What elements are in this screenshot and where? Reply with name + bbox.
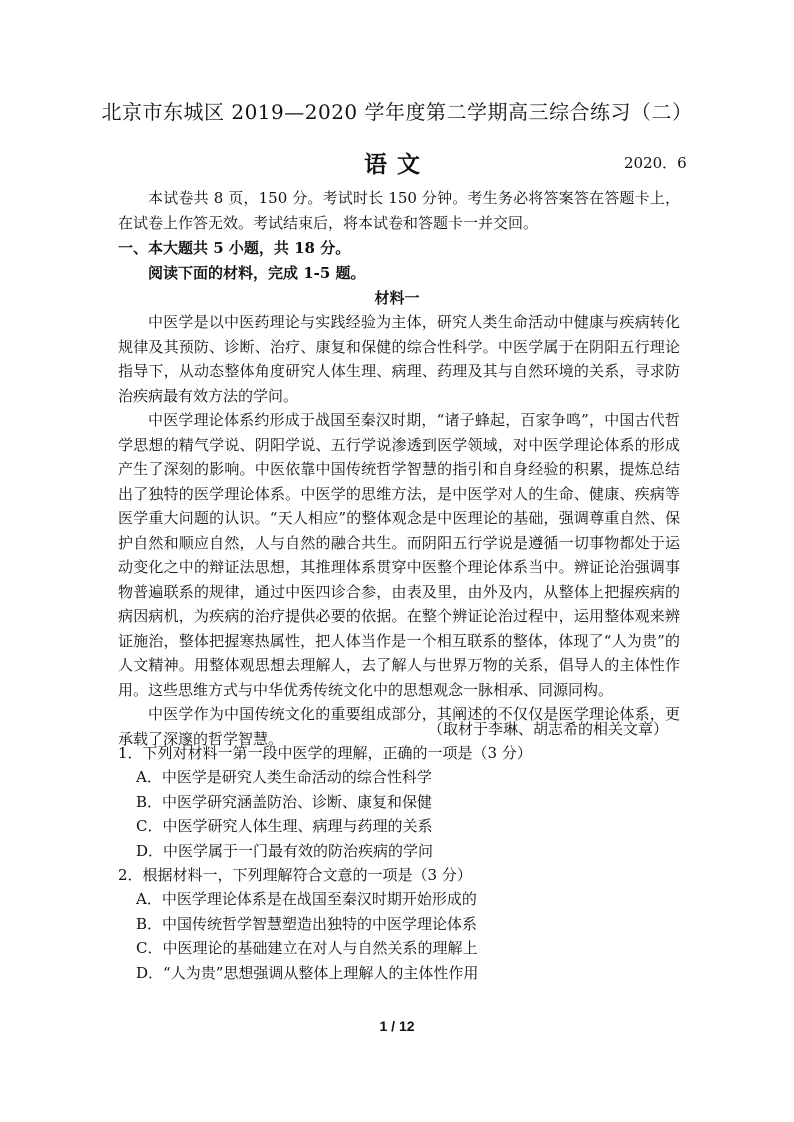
question-option: B．中医学研究涵盖防治、诊断、康复和保健 xyxy=(136,792,433,811)
question-option: B．中国传统哲学智慧塑造出独特的中医学理论体系 xyxy=(136,914,478,933)
question-option: A．中医学理论体系是在战国至秦汉时期开始形成的 xyxy=(136,890,477,909)
question-stem: 1．下列对材料一第一段中医学的理解，正确的一项是（3 分） xyxy=(118,744,532,762)
reading-instruction: 阅读下面的材料，完成 1-5 题。 xyxy=(148,264,366,282)
question-option: C．中医学研究人体生理、病理与药理的关系 xyxy=(136,817,433,836)
subject-title: 语文 xyxy=(364,151,430,178)
exam-instructions xyxy=(118,186,680,235)
question-option: C．中医理论的基础建立在对人与自然关系的理解上 xyxy=(136,939,478,958)
material-paragraph: 中医学理论体系约形成于战国至秦汉时期，“诸子蜂起，百家争鸣”，中国古代哲学思想的精气学说、阴阳学说、五行学说渗透到医学领域，对中医学理论体系的形成产生了深刻的影响。中医依靠中国传统哲学智慧的指引和自身经验的积累，提炼总结出了独特的医学理论体系。中医学的思维方法，是中医学对人的生命、健康、疾病等医学重大问题的认识。“天人相应”的整体观念是中医理论的基础，强调尊重自然、保护自然和顺应自然，人与自然的融合共生。而阴阳五行学说是遵循一切事物都处于运动变化之中的辩证法思想，其推理体系贯穿中医整个理论体系当中。辨证论治强调事物普遍联系的规律，通过中医四诊合参，由表及里，由外及内，从整体上把握疾病的病因病机，为疾病的治疗提供必要的依据。在整个辨证论治过程中，运用整体观来辨证施治，整体把握寒热属性，把人体当作是一个相互联系的整体，体现了“人为贵”的人文精神。用整体观思想去理解人，去了解人与世界万物的关系，倡导人的主体性作用。这些思维方式与中华优秀传统文化中的思想观念一脉相承、同源同构。 xyxy=(118,411,680,699)
section-heading: 一、本大题共 5 小题，共 18 分。 xyxy=(118,239,351,257)
material-title: 材料一 xyxy=(374,289,420,307)
material-paragraph: 中医学是以中医药理论与实践经验为主体，研究人类生命活动中健康与疾病转化规律及其预防、诊断、治疗、康复和保健的综合性科学。中医学属于在阴阳五行理论指导下，从动态整体角度研究人体生理、病理、药理及其与自然环境的关系，寻求防治疾病最有效方法的学问。 xyxy=(118,313,680,405)
material-source: （取材于李琳、胡志希的相关文章） xyxy=(427,720,668,738)
exam-date: 2020．6 xyxy=(624,154,687,172)
question-stem: 2．根据材料一，下列理解符合文意的一项是（3 分） xyxy=(118,866,472,885)
material-paragraph: 中医学作为中国传统文化的重要组成部分，其阐述的不仅仅是医学理论体系，更承载了深邃的哲学智慧。 xyxy=(118,705,680,748)
question-option: A．中医学是研究人类生命活动的综合性科学 xyxy=(136,768,432,787)
page-number: 1 / 12 xyxy=(379,1018,415,1034)
instructions-text: 本试卷共 8 页，150 分。考试时长 150 分钟。考生务必将答案答在答题卡上，在试卷上作答无效。考试结束后，将本试卷和答题卡一并交回。 xyxy=(118,189,680,232)
exam-title: 北京市东城区 2019—2020 学年度第二学期高三综合练习（二） xyxy=(101,100,693,124)
material-text xyxy=(118,310,680,751)
question-option: D．中医学属于一门最有效的防治疾病的学问 xyxy=(136,841,434,860)
question-option: D．“人为贵”思想强调从整体上理解人的主体性作用 xyxy=(136,963,479,982)
question-list xyxy=(118,741,678,985)
